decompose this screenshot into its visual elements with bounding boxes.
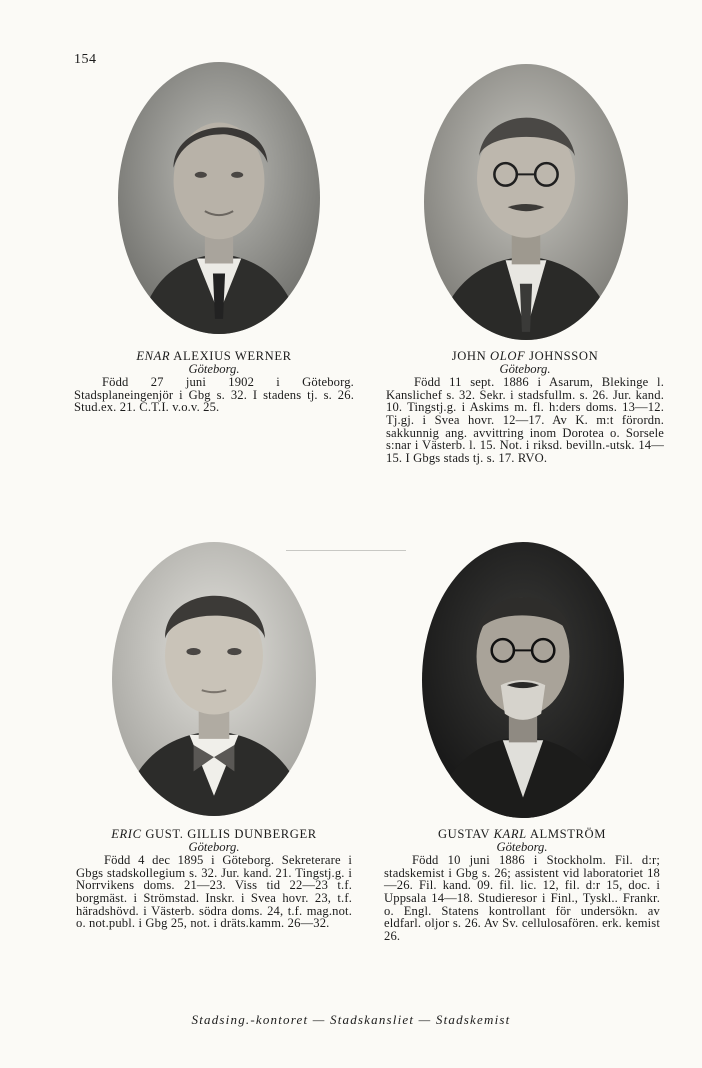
biography [386, 376, 664, 464]
given-name: OLOF [490, 349, 526, 363]
portrait-photo [118, 62, 320, 334]
footer-separator: — [312, 1012, 326, 1027]
biography-text: Född 4 dec 1895 i Göteborg. Sekreterare i Gbgs stadskollegium s. 32. Jur. kand. 21. Tingstj.g. i Norrvikens doms. 21—23. Viss tid 22—23 t.f. borgmäst. i Strömstad. Inskr. i Svea hovr. 23, t.f. häradshövd. i Västerb. södra doms. 24, t.f. mag.not. o. not.publ. i Gbg 25, not. i dräts.kamm. 26—32. [76, 853, 352, 931]
biography-text: Född 27 juni 1902 i Göteborg. Stadsplaneingenjör i Gbg s. 32. I stadens tj. s. 26. Stud.ex. 21. C.T.I. v.o.v. 25. [74, 375, 354, 415]
city: Göteborg. [188, 361, 240, 376]
biography [74, 376, 354, 414]
biography [76, 854, 352, 930]
given-name: ENAR [136, 349, 171, 363]
name-rest: ALMSTRÖM [529, 827, 607, 841]
name-prefix: JOHN [451, 349, 487, 363]
portrait-photo [424, 64, 628, 340]
section-divider [286, 550, 406, 551]
footer-left: Stadsing.-kontoret [191, 1012, 309, 1027]
name-rest: GUST. GILLIS DUNBERGER [145, 827, 317, 841]
entry-dunberger [76, 828, 352, 930]
city: Göteborg. [496, 839, 548, 854]
entry-almstrom [384, 828, 660, 942]
person-name [74, 350, 354, 363]
portrait-photo [422, 542, 624, 818]
name-prefix: GUSTAV [437, 827, 490, 841]
footer-separator: — [418, 1012, 432, 1027]
name-rest: JOHNSSON [529, 349, 599, 363]
page-footer [0, 1012, 702, 1028]
entry-johnsson [386, 350, 664, 464]
entry-werner [74, 350, 354, 414]
footer-right: Stadskemist [435, 1012, 511, 1027]
portrait-almstrom [422, 542, 624, 818]
portrait-johnsson [424, 64, 628, 340]
person-name [76, 828, 352, 841]
person-name [384, 828, 660, 841]
portrait-dunberger [112, 542, 316, 816]
biography-text: Född 11 sept. 1886 i Asarum, Blekinge l. Kanslichef s. 32. Sekr. i stadsfullm. s. 26. Jur. kand. 10. Tingstj.g. i Askims m. fl. h:ders doms. 13—12. Tj.gj. i Svea hovr. 12—17. Av K. m:t förordn. sakkunnig ang. avvittring inom Dorotea o. Sorsele s:nar i Västerb. l. 15. Not. i riksd. bevilln.-utsk. 14—15. I Gbgs stads tj. s. 17. RVO. [386, 375, 664, 465]
city: Göteborg. [499, 361, 551, 376]
portrait-werner [118, 62, 320, 334]
page-number: 154 [74, 52, 97, 67]
footer-center: Stadskansliet [330, 1012, 415, 1027]
given-name: ERIC [111, 827, 142, 841]
biography-text: Född 10 juni 1886 i Stockholm. Fil. d:r; stadskemist i Gbg s. 26; assistent vid laboratoriet 18—26. Fil. kand. 09. fil. lic. 12, fil. d:r 15, doc. i Uppsala 14—18. Studieresor i Finl., Tyskl.. Frankr. o. Engl. Statens kontrollant för undersökn. av eldfarl. oljor s. 26. Av Sv. cellulosafören. erk. kemist 26. [384, 853, 660, 943]
name-rest: ALEXIUS WERNER [173, 349, 292, 363]
portrait-photo [112, 542, 316, 816]
person-name [386, 350, 664, 363]
biography [384, 854, 660, 942]
given-name: KARL [493, 827, 527, 841]
city: Göteborg. [188, 839, 240, 854]
